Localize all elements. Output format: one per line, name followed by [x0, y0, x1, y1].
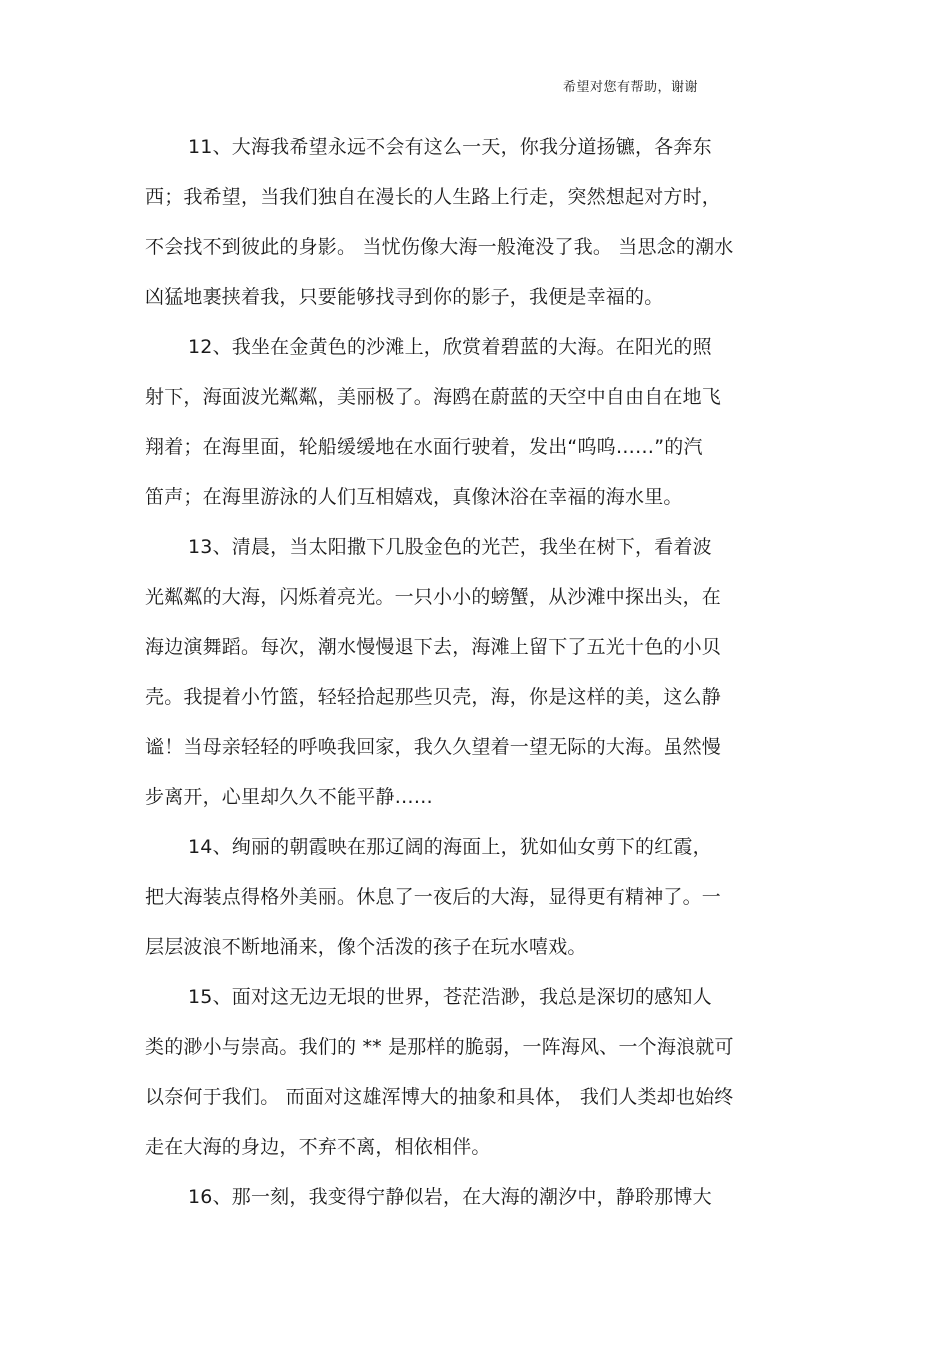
paragraph-line: 不会找不到彼此的身影。 当忧伤像大海一般淹没了我。 当思念的潮水 — [145, 236, 734, 258]
paragraph-line: 类的渺小与崇高。我们的 ** 是那样的脆弱，一阵海风、一个海浪就可 — [145, 1036, 734, 1058]
paragraph-line: 15、面对这无边无垠的世界，苍茫浩渺，我总是深切的感知人 — [188, 986, 712, 1008]
paragraph-line: 射下，海面波光粼粼，美丽极了。海鸥在蔚蓝的天空中自由自在地飞 — [145, 386, 722, 408]
paragraph-line: 以奈何于我们。 而面对这雄浑博大的抽象和具体， 我们人类却也始终 — [145, 1086, 734, 1108]
paragraph-line: 壳。我提着小竹篮，轻轻拾起那些贝壳，海，你是这样的美，这么静 — [145, 686, 722, 708]
paragraph-line: 13、清晨，当太阳撒下几股金色的光芒，我坐在树下，看着波 — [188, 536, 712, 558]
paragraph-line: 海边演舞蹈。每次，潮水慢慢退下去，海滩上留下了五光十色的小贝 — [145, 636, 722, 658]
paragraph-line: 12、我坐在金黄色的沙滩上，欣赏着碧蓝的大海。在阳光的照 — [188, 336, 712, 358]
paragraph-line: 步离开，心里却久久不能平静…… — [145, 786, 434, 808]
header-note: 希望对您有帮助，谢谢 — [563, 80, 699, 95]
paragraph-line: 层层波浪不断地涌来，像个活泼的孩子在玩水嘻戏。 — [145, 936, 587, 958]
paragraph-line: 16、那一刻，我变得宁静似岩，在大海的潮汐中，静聆那博大 — [188, 1186, 712, 1208]
paragraph-line: 翔着；在海里面，轮船缓缓地在水面行驶着，发出“呜呜……”的汽 — [145, 436, 703, 458]
paragraph-line: 把大海装点得格外美丽。休息了一夜后的大海，显得更有精神了。一 — [145, 886, 722, 908]
paragraph-line: 凶猛地裹挟着我，只要能够找寻到你的影子，我便是幸福的。 — [145, 286, 664, 308]
paragraph-line: 走在大海的身边，不弃不离，相依相伴。 — [145, 1136, 491, 1158]
paragraph-line: 笛声；在海里游泳的人们互相嬉戏，真像沐浴在幸福的海水里。 — [145, 486, 683, 508]
paragraph-line: 谧！当母亲轻轻的呼唤我回家，我久久望着一望无际的大海。虽然慢 — [145, 736, 722, 758]
paragraph-line: 11、大海我希望永远不会有这么一天，你我分道扬镳，各奔东 — [188, 136, 712, 158]
paragraph-line: 西；我希望，当我们独自在漫长的人生路上行走，突然想起对方时， — [145, 186, 722, 208]
paragraph-line: 14、绚丽的朝霞映在那辽阔的海面上，犹如仙女剪下的红霞， — [188, 836, 712, 858]
paragraph-line: 光粼粼的大海，闪烁着亮光。一只小小的螃蟹，从沙滩中探出头，在 — [145, 586, 722, 608]
